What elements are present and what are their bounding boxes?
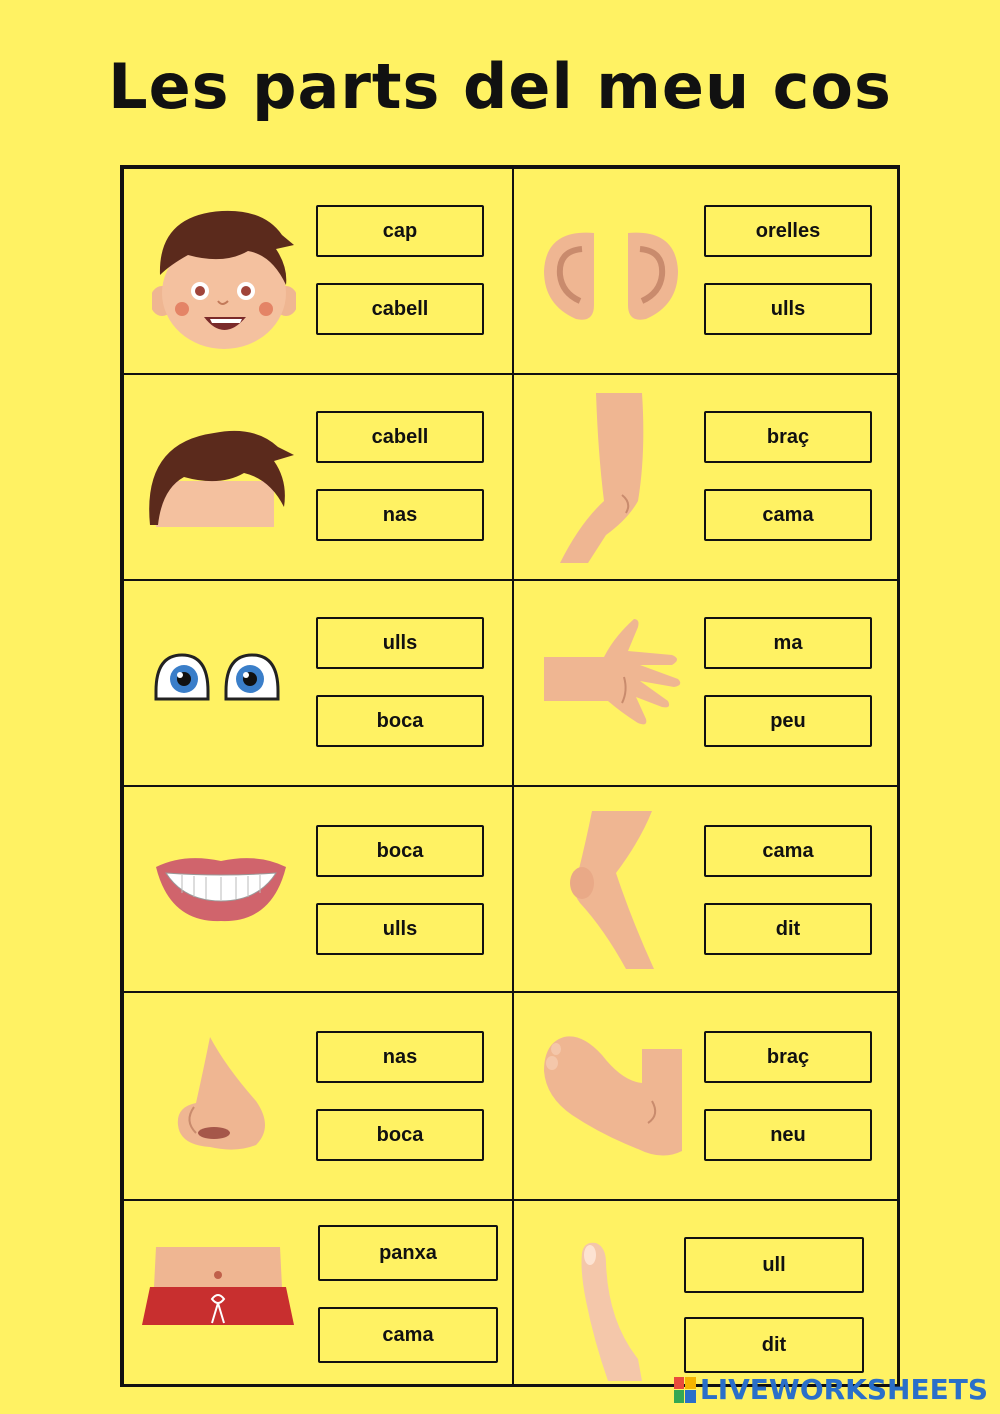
hair-icon xyxy=(146,421,296,527)
card-hair xyxy=(123,374,513,580)
option-button[interactable]: cabell xyxy=(316,283,484,335)
ears-icon xyxy=(536,225,686,325)
liveworksheets-logo xyxy=(674,1373,988,1406)
option-button[interactable]: ma xyxy=(704,617,872,669)
card-foot xyxy=(513,992,900,1200)
option-button[interactable]: ulls xyxy=(316,903,484,955)
card-leg xyxy=(513,786,900,992)
belly-icon xyxy=(142,1247,294,1325)
card-ears xyxy=(513,168,900,374)
option-button[interactable]: cap xyxy=(316,205,484,257)
option-button[interactable]: peu xyxy=(704,695,872,747)
mouth-icon xyxy=(154,853,288,923)
option-button[interactable]: ull xyxy=(684,1237,864,1293)
logo-badge-icon xyxy=(674,1377,696,1403)
arm-icon xyxy=(560,393,660,563)
option-button[interactable]: panxa xyxy=(318,1225,498,1281)
option-button[interactable]: neu xyxy=(704,1109,872,1161)
option-button[interactable]: cama xyxy=(318,1307,498,1363)
option-button[interactable]: boca xyxy=(316,1109,484,1161)
foot-icon xyxy=(542,1031,682,1159)
option-button[interactable]: boca xyxy=(316,825,484,877)
option-button[interactable]: ulls xyxy=(316,617,484,669)
option-button[interactable]: ulls xyxy=(704,283,872,335)
option-button[interactable]: braç xyxy=(704,411,872,463)
hand-icon xyxy=(544,617,684,737)
card-nose xyxy=(123,992,513,1200)
card-eyes xyxy=(123,580,513,786)
nose-icon xyxy=(176,1037,270,1151)
eyes-icon xyxy=(154,651,282,705)
boy-head-icon xyxy=(152,205,296,349)
card-finger xyxy=(513,1200,900,1387)
card-hand xyxy=(513,580,900,786)
option-button[interactable]: cama xyxy=(704,825,872,877)
option-button[interactable]: braç xyxy=(704,1031,872,1083)
option-button[interactable]: dit xyxy=(684,1317,864,1373)
card-mouth xyxy=(123,786,513,992)
option-button[interactable]: nas xyxy=(316,1031,484,1083)
card-belly xyxy=(123,1200,513,1387)
option-button[interactable]: boca xyxy=(316,695,484,747)
leg-icon xyxy=(568,811,658,969)
option-button[interactable]: dit xyxy=(704,903,872,955)
card-arm xyxy=(513,374,900,580)
cards-grid xyxy=(120,165,900,1387)
option-button[interactable]: nas xyxy=(316,489,484,541)
card-head xyxy=(123,168,513,374)
option-button[interactable]: orelles xyxy=(704,205,872,257)
option-button[interactable]: cabell xyxy=(316,411,484,463)
finger-icon xyxy=(578,1241,648,1381)
page-title: Les parts del meu cos xyxy=(108,50,892,123)
brand-text: LIVEWORKSHEETS xyxy=(699,1373,988,1406)
option-button[interactable]: cama xyxy=(704,489,872,541)
